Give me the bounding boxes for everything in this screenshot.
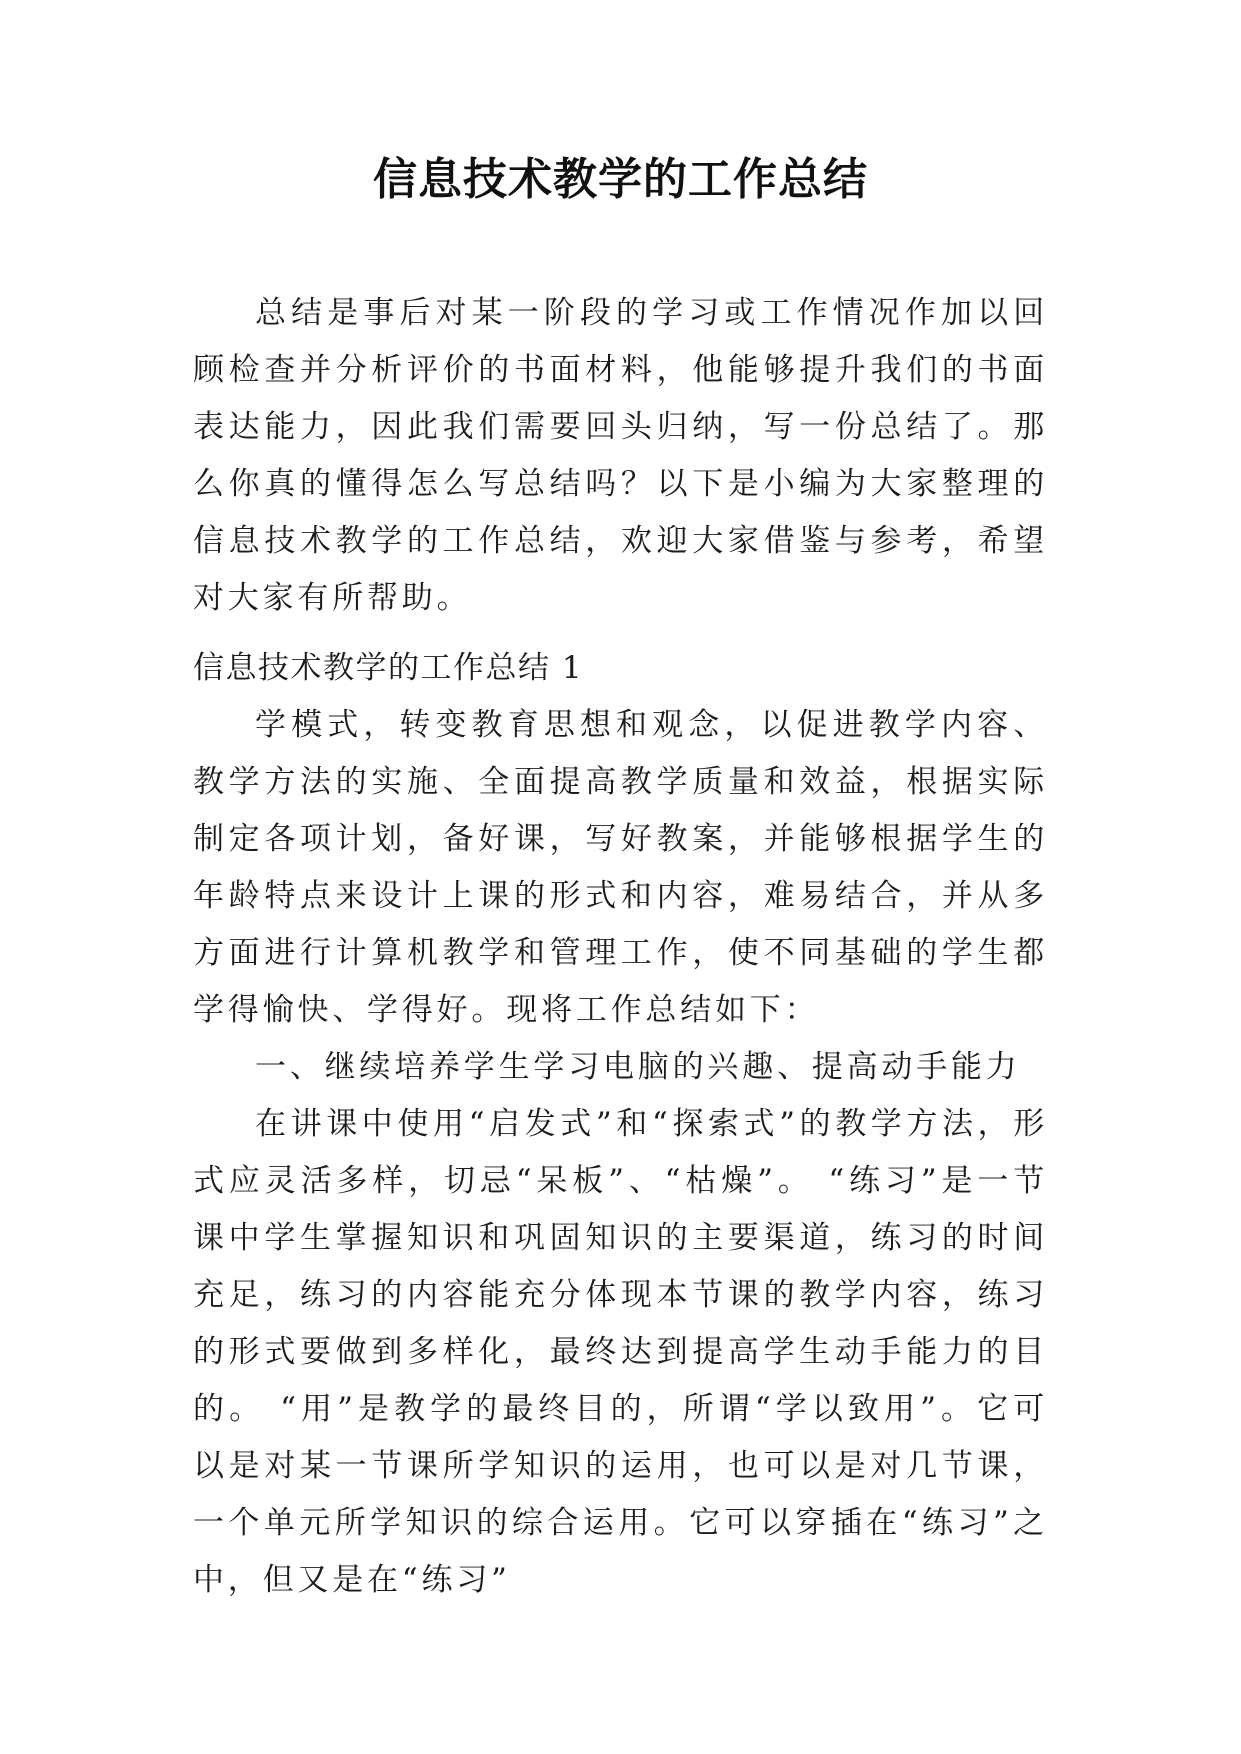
intro-paragraph: 总结是事后对某一阶段的学习或工作情况作加以回顾检查并分析评价的书面材料，他能够提升我们的书面表达能力，因此我们需要回头归纳，写一份总结了。那么你真的懂得怎么写总结吗？以下是小编为大家整理的信息技术教学的工作总结，欢迎大家借鉴与参考，希望对大家有所帮助。 [193, 295, 1048, 616]
section-subheading: 一、继续培养学生学习电脑的兴趣、提高动手能力 [255, 1049, 1021, 1085]
section-paragraph-2: 在讲课中使用“启发式”和“探索式”的教学方法，形式应灵活多样，切忌“呆板”、“枯燥”。 “练习”是一节课中学生掌握知识和巩固知识的主要渠道，练习的时间充足，练习的内容能充分体现本节课的教学内容，练习的形式要做到多样化，最终达到提高学生动手能力的目的。 “用”是教学的最终目的，所谓“学以致用”。它可以是对某一节课所学知识的运用，也可以是对几节课，一个单元所学知识的综合运用。它可以穿插在“练习”之中，但又是在“练习” [193, 1106, 1048, 1598]
section-1 [193, 640, 1048, 1609]
section-paragraph-1: 学模式，转变教育思想和观念，以促进教学内容、教学方法的实施、全面提高教学质量和效益，根据实际制定各项计划，备好课，写好教案，并能够根据学生的年龄特点来设计上课的形式和内容，难易结合，并从多方面进行计算机教学和管理工作，使不同基础的学生都学得愉快、学得好。现将工作总结如下： [193, 707, 1048, 1028]
document-title: 信息技术教学的工作总结 [373, 154, 868, 205]
intro-block [193, 285, 1048, 627]
section-heading: 信息技术教学的工作总结 1 [193, 650, 584, 686]
